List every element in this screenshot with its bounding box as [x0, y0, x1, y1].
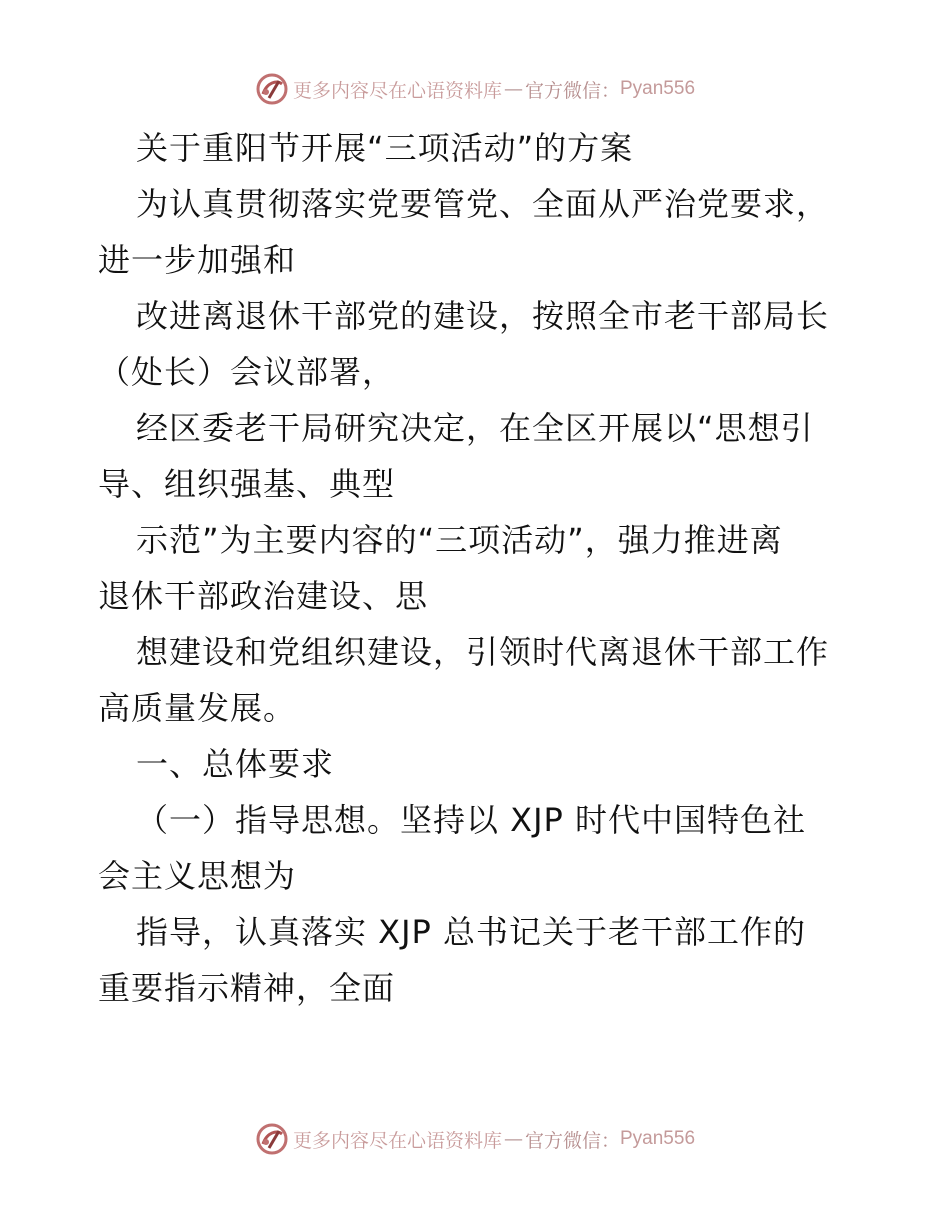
logo-icon — [255, 1122, 289, 1156]
paragraph-line: （一）指导思想。坚持以 XJP 时代中国特色社 — [136, 801, 807, 839]
footer-watermark — [0, 1122, 950, 1156]
document-title: 关于重阳节开展“三项活动”的方案 — [136, 129, 634, 167]
watermark-wechat-label: 官方微信： — [524, 79, 620, 102]
paragraph-line: 会主义思想为 — [98, 857, 297, 895]
watermark-text: 更多内容尽在心语资料库 — [292, 79, 502, 102]
paragraph-line: 想建设和党组织建设，引领时代离退休干部工作 — [136, 633, 830, 671]
paragraph-line: 进一步加强和 — [98, 241, 297, 279]
paragraph-line: 指导，认真落实 XJP 总书记关于老干部工作的 — [136, 913, 807, 951]
logo-icon — [255, 72, 289, 106]
paragraph-line: 重要指示精神，全面 — [98, 969, 396, 1007]
paragraph-line: 改进离退休干部党的建设，按照全市老干部局长 — [136, 297, 830, 335]
paragraph-line: 退休干部政治建设、思 — [98, 577, 429, 615]
paragraph-line: （处长）会议部署， — [98, 353, 396, 391]
watermark-separator: — — [503, 1128, 523, 1150]
section-heading: 一、总体要求 — [136, 745, 335, 783]
document-body — [98, 120, 858, 1016]
paragraph-line: 为认真贯彻落实党要管党、全面从严治党要求， — [136, 185, 830, 223]
paragraph-line: 导、组织强基、典型 — [98, 465, 396, 503]
watermark-wechat-id: Pyan556 — [620, 78, 696, 99]
watermark-text: 更多内容尽在心语资料库 — [292, 1129, 502, 1152]
header-watermark — [0, 72, 950, 106]
paragraph-line: 经区委老干局研究决定，在全区开展以“思想引 — [136, 409, 814, 447]
paragraph-line: 示范”为主要内容的“三项活动”，强力推进离 — [136, 521, 783, 559]
watermark-wechat-id: Pyan556 — [620, 1128, 696, 1149]
paragraph-line: 高质量发展。 — [98, 689, 297, 727]
watermark-separator: — — [503, 78, 523, 100]
watermark-wechat-label: 官方微信： — [524, 1129, 620, 1152]
